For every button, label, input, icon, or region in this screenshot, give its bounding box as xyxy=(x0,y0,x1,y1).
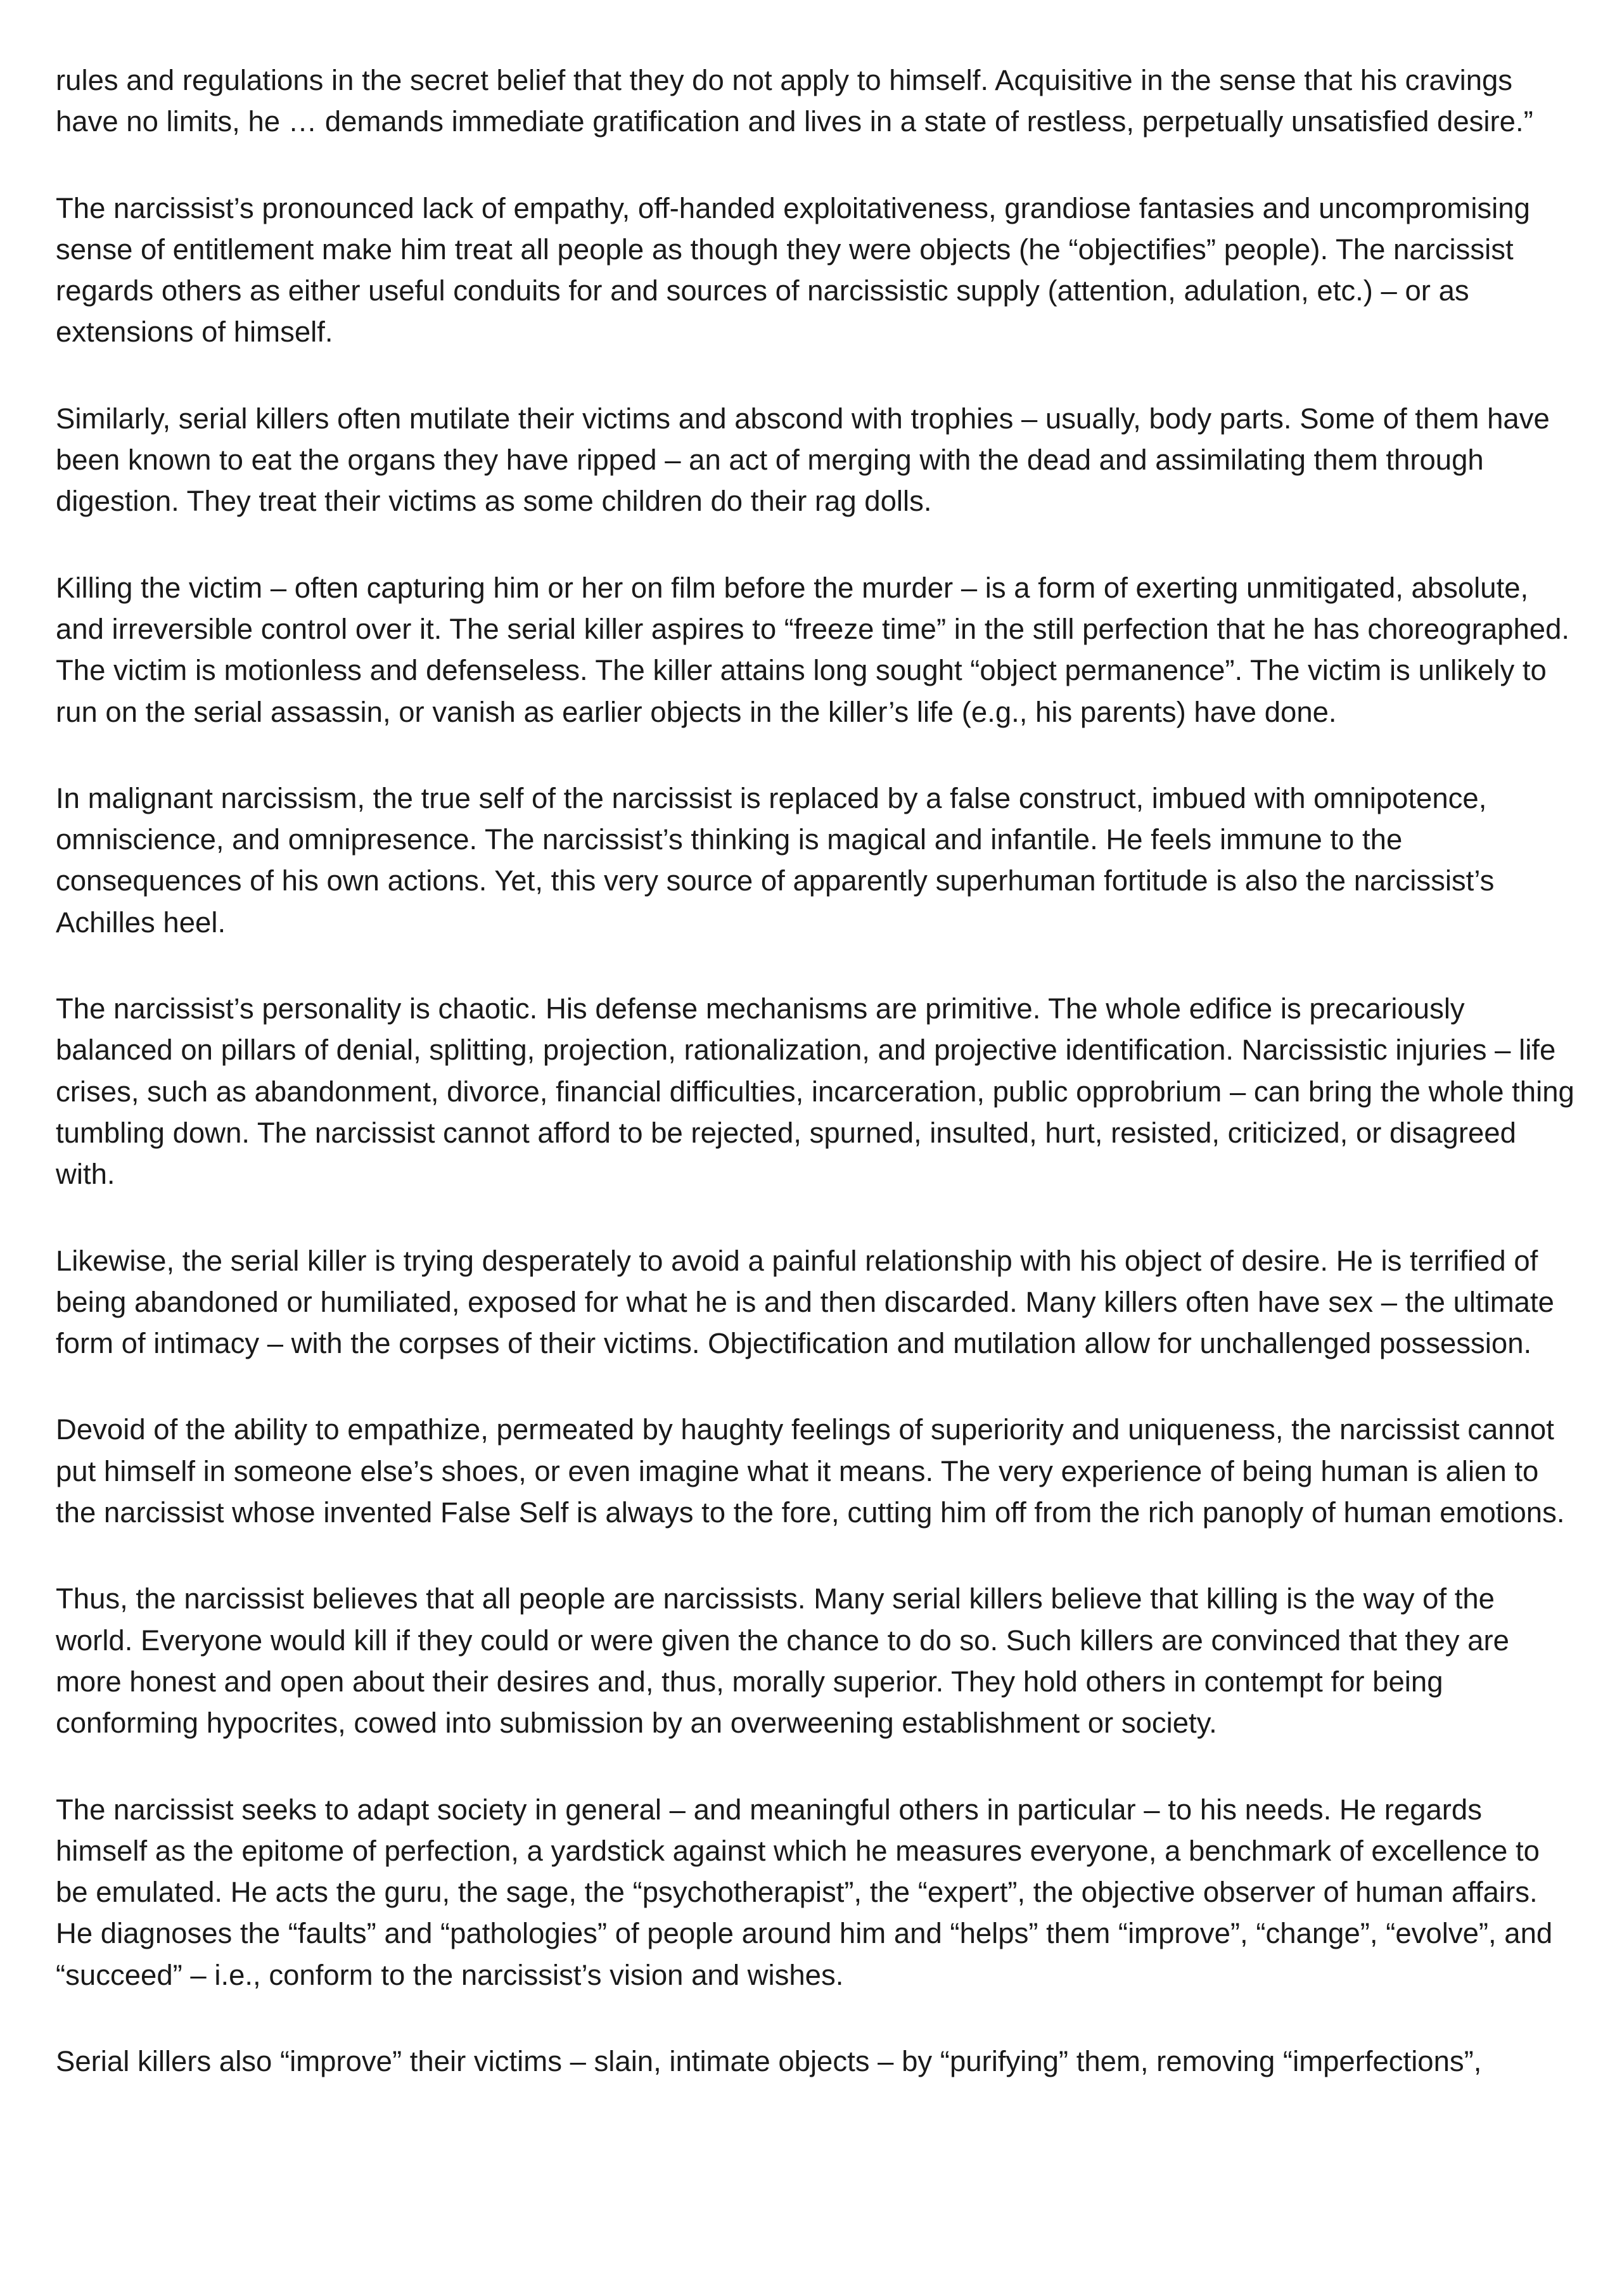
paragraph: rules and regulations in the secret belief that they do not apply to himself. Acquisitive in the sense that his cravings have no limits, he … demands immediate gratification and lives in a state of restless, perpetually unsatisfied desire.” xyxy=(56,64,1533,138)
paragraph: In malignant narcissism, the true self of the narcissist is replaced by a false construct, imbued with omnipotence, omniscience, and omnipresence. The narcissist’s thinking is magical and infantile. He feels immune to the consequences of his own actions. Yet, this very source of apparently superhuman fortitude is also the narcissist’s Achilles heel. xyxy=(56,781,1495,939)
document-page xyxy=(56,60,1576,2127)
paragraph: The narcissist’s pronounced lack of empathy, off-handed exploitativeness, grandiose fantasies and uncompromising sense of entitlement make him treat all people as though they were objects (he “objectifies” people). The narcissist regards others as either useful conduits for and sources of narcissistic supply (attention, adulation, etc.) – or as extensions of himself. xyxy=(56,191,1530,349)
paragraph: Likewise, the serial killer is trying desperately to avoid a painful relationship with his object of desire. He is terrified of being abandoned or humiliated, exposed for what he is and then discarded. Many killers often have sex – the ultimate form of intimacy – with the corpses of their victims. Objectification and mutilation allow for unchallenged possession. xyxy=(56,1244,1554,1360)
paragraph: Similarly, serial killers often mutilate their victims and abscond with trophies – usually, body parts. Some of them have been known to eat the organs they have ripped – an act of merging with the dead and assimilating them through digestion. They treat their victims as some children do their rag dolls. xyxy=(56,402,1550,518)
paragraph: Killing the victim – often capturing him or her on film before the murder – is a form of exerting unmitigated, absolute, and irreversible control over it. The serial killer aspires to “freeze time” in the still perfection that he has choreographed. The victim is motionless and defenseless. The killer attains long sought “object permanence”. The victim is unlikely to run on the serial assassin, or vanish as earlier objects in the killer’s life (e.g., his parents) have done. xyxy=(56,571,1570,728)
paragraph: The narcissist seeks to adapt society in general – and meaningful others in particular – to his needs. He regards himself as the epitome of perfection, a yardstick against which he measures everyone, a benchmark of excellence to be emulated. He acts the guru, the sage, the “psychotherapist”, the “expert”, the objective observer of human affairs. He diagnoses the “faults” and “pathologies” of people around him and “helps” them “improve”, “change”, “evolve”, and “succeed” – i.e., conform to the narcissist’s vision and wishes. xyxy=(56,1793,1553,1991)
paragraph: Thus, the narcissist believes that all people are narcissists. Many serial killers believe that killing is the way of the world. Everyone would kill if they could or were given the chance to do so. Such killers are convinced that they are more honest and open about their desires and, thus, morally superior. They hold others in contempt for being conforming hypocrites, cowed into submission by an overweening establishment or society. xyxy=(56,1582,1509,1740)
paragraph: Devoid of the ability to empathize, permeated by haughty feelings of superiority and uniqueness, the narcissist cannot put himself in someone else’s shoes, or even imagine what it means. The very experience of being human is alien to the narcissist whose invented False Self is always to the fore, cutting him off from the rich panoply of human emotions. xyxy=(56,1413,1565,1529)
paragraph: Serial killers also “improve” their victims – slain, intimate objects – by “purifying” them, removing “imperfections”, xyxy=(56,2044,1482,2077)
paragraph: The narcissist’s personality is chaotic. His defense mechanisms are primitive. The whole edifice is precariously balanced on pillars of denial, splitting, projection, rationalization, and projective identification. Narcissistic injuries – life crises, such as abandonment, divorce, financial difficulties, incarceration, public opprobrium – can bring the whole thing tumbling down. The narcissist cannot afford to be rejected, spurned, insulted, hurt, resisted, criticized, or disagreed with. xyxy=(56,992,1574,1191)
